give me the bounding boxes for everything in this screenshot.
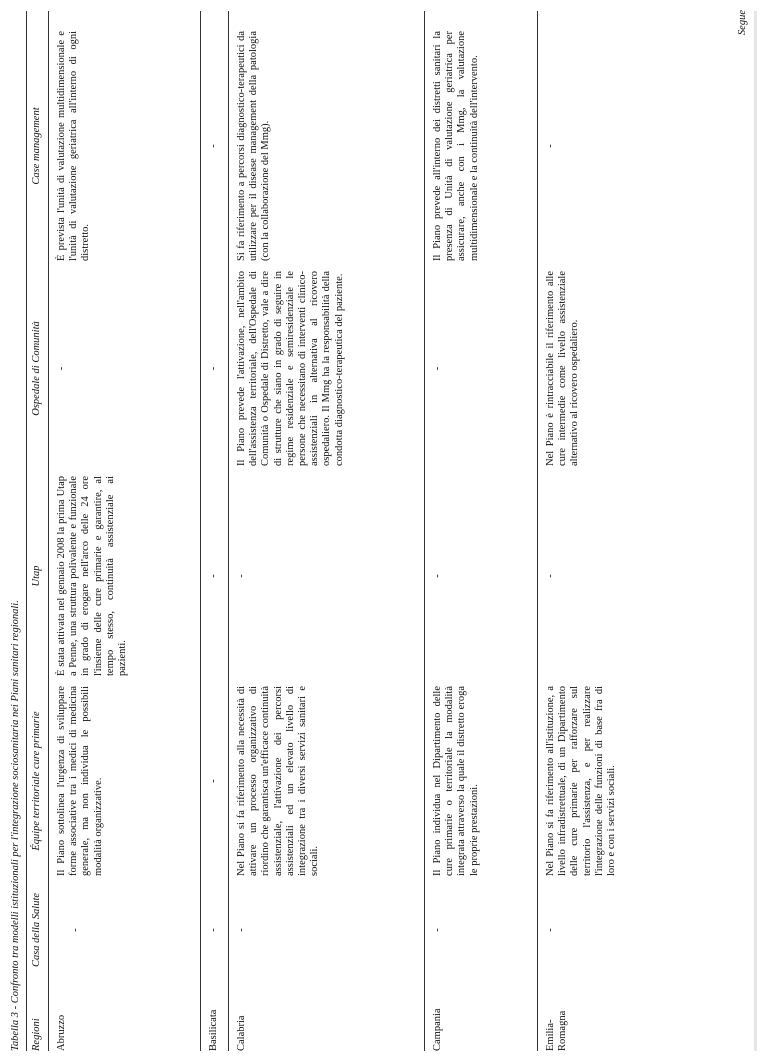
row-utap: -: [432, 574, 443, 578]
row-case-management: È prevista l'unità di valutazione multidimensionale e l'unità di valutazione geriatrica all'interno di ogni distretto.: [56, 31, 92, 261]
header-regioni: Regioni: [31, 1018, 42, 1051]
row-case-management: Si fa riferimento a percorsi diagnostico-terapeutici da utilizzare per il disease management della patologia (con la collaborazione del Mmg).: [236, 31, 272, 261]
row-casa: -: [545, 928, 556, 932]
row-region: Abruzzo: [56, 1014, 67, 1051]
row-utap: È stata attivata nel gennaio 2008 la prima Utap a Penne, una struttura polivalente e funzionale in grado di erogare nell'arco delle 24 ore l'insieme delle cure primarie e garantire, al tempo stesso, continuità assistenziale ai pazienti.: [56, 476, 129, 676]
row-region: Campania: [432, 1008, 443, 1051]
row-utap: -: [236, 574, 247, 578]
row-ospedale: -: [432, 366, 443, 371]
row-region: Calabria: [236, 1015, 247, 1051]
row-region: Basilicata: [208, 1009, 219, 1051]
row-equipe: -: [208, 779, 219, 783]
header-equipe: Équipe territoriale cure primarie: [31, 711, 42, 851]
row-utap: -: [208, 574, 219, 578]
row-casa: -: [236, 928, 247, 932]
row-casa: -: [208, 928, 219, 932]
row-casa: -: [432, 928, 443, 932]
row-ospedale: Nel Piano è rintracciabile il riferimento alle cure intermedie come livello assistenziale alternativo al ricovero ospedaliero.: [545, 271, 581, 466]
header-ospedale: Ospedale di Comunità: [31, 321, 42, 416]
page-edge-shade: [754, 11, 757, 1051]
row-separator: [424, 11, 425, 1051]
header-case-management: Case management: [31, 107, 42, 185]
header-rule: [48, 11, 49, 1051]
row-region: Emilia-Romagna: [545, 1010, 569, 1051]
row-separator: [200, 11, 201, 1051]
row-casa: -: [70, 928, 81, 932]
row-case-management: -: [545, 144, 556, 148]
row-equipe: Nel Piano si fa riferimento all'istituzione, a livello infradistrettuale, di un Dipartimento delle cure primarie per rafforzare sul territorio l'assistenza, e per realizzare l'integrazione delle funzioni di base fra di loro e con i servizi sociali.: [545, 686, 618, 876]
header-utap: Utap: [31, 565, 42, 587]
table-caption: Tabella 3 - Confronto tra modelli istituzionali per l'integrazione sociosanitaria nei Piani sanitari regionali.: [10, 600, 21, 1051]
row-ospedale: Il Piano prevede l'attivazione, nell'ambito dell'assistenza territoriale, dell'Ospedale di Comunità o Ospedale di Distretto, vale a dire di strutture che siano in grado di seguire in regime residenziale e semiresidenziale le persone che necessitano di interventi clinico-assistenziali in alternativa al ricovero ospedaliero. Il Mmg ha la responsabilità della condotta diagnostico-terapeutica del paziente.: [236, 271, 345, 466]
row-separator: [228, 11, 229, 1051]
row-case-management: -: [208, 144, 219, 148]
row-equipe: Il Piano sottolinea l'urgenza di sviluppare forme associative tra i medici di medicina generale, ma non individua le possibili modalità organizzative.: [56, 686, 104, 876]
top-rule: [26, 11, 27, 1051]
row-case-management: Il Piano prevede all'interno dei distretti sanitari la presenza di Unità di valutazione geriatrica per assicurare, anche con i Mmg, la valutazione multidimensionale e la continuità dell'intervento.: [432, 31, 480, 261]
row-separator: [537, 11, 538, 1051]
row-equipe: Il Piano individua nel Dipartimento delle cure primarie o territoriale la modalità integrata attraverso la quale il distretto eroga le proprie prestazioni.: [432, 686, 480, 876]
row-ospedale: -: [208, 366, 219, 371]
header-casa-della-salute: Casa della Salute: [31, 892, 42, 968]
row-equipe: Nel Piano si fa riferimento alla necessità di attivare un processo organizzativo di riordino che garantisca un'efficace continuità assistenziale, l'attivazione dei percorsi assistenziali ed un elevato livello di integrazione tra i diversi servizi sanitari e sociali.: [236, 686, 321, 876]
continued-note: Segue: [737, 10, 748, 36]
row-ospedale: -: [56, 366, 67, 371]
row-utap: -: [545, 574, 556, 578]
